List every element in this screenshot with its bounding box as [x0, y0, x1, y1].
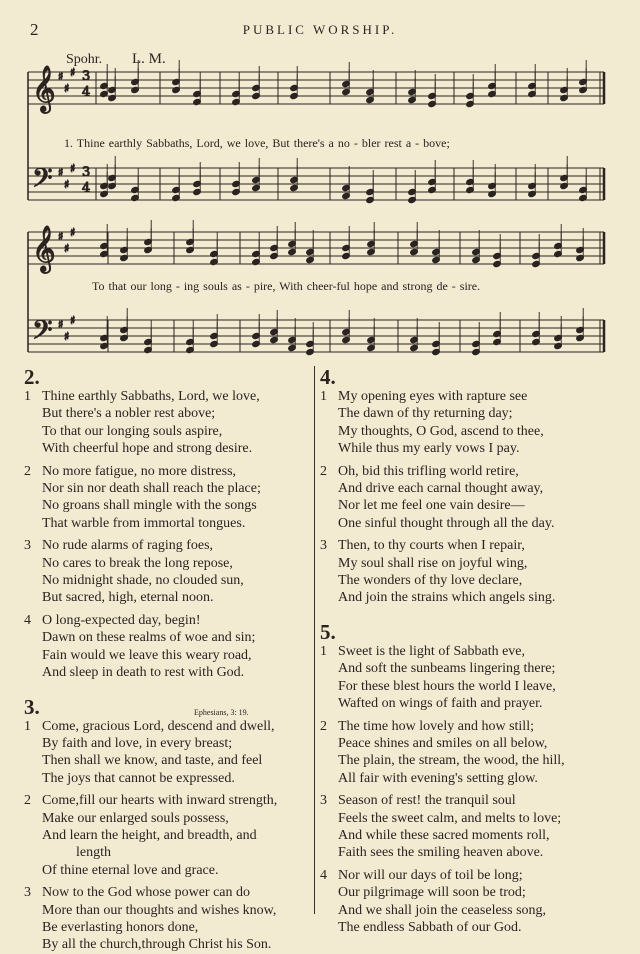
score-lyric-line-2: To that our long - ing souls as - pire, With cheer-ful hope and strong de - sire. [92, 279, 481, 293]
verse-line [320, 718, 620, 735]
verse-text: The dawn of thy returning day; [338, 406, 513, 422]
verse-number: 3 [320, 793, 327, 809]
verse-text: By all the church,through Christ his Son. [42, 937, 272, 953]
verse-number: 2 [24, 793, 31, 809]
verse-text: Then shall we know, and taste, and feel [42, 753, 263, 769]
verse-line [320, 423, 620, 440]
sharp-sign: ♯ [64, 178, 70, 191]
sharp-sign: ♯ [58, 166, 64, 179]
sharp-sign: ♯ [70, 226, 76, 239]
verse-number: 2 [320, 463, 327, 479]
verse-line [24, 902, 310, 919]
verse-text: Fain would we leave this weary road, [42, 647, 252, 663]
hymn-number: 3. [24, 694, 40, 719]
verse [24, 884, 310, 954]
verse-text: Then, to thy courts when I repair, [338, 538, 525, 554]
verse-text: All fair with evening's setting glow. [338, 770, 538, 786]
verse-text: And soft the sunbeams lingering there; [338, 661, 556, 677]
hymn-number: 4. [320, 365, 336, 389]
verse-text: For these blest hours the world I leave, [338, 678, 556, 694]
verse-line [24, 936, 310, 953]
verse-text: Oh, bid this trifling world retire, [338, 463, 519, 479]
verse [320, 388, 620, 458]
music-score [0, 0, 640, 360]
verse-line [24, 862, 310, 879]
sharp-sign: ♯ [58, 318, 64, 331]
sharp-sign: ♯ [70, 314, 76, 327]
verse-line [320, 844, 620, 861]
hymn-3 [24, 718, 310, 954]
score-lyric-line-1: 1. Thine earthly Sabbaths, Lord, we love, But there's a no - bler rest a - bove; [64, 136, 450, 150]
verse-text: Come, gracious Lord, descend and dwell, [42, 718, 275, 734]
verse-number: 2 [320, 718, 327, 734]
verse-line [320, 440, 620, 457]
verse-text: O long-expected day, begin! [42, 612, 201, 628]
verse-line [24, 388, 310, 405]
verse-line [320, 735, 620, 752]
verse-text: Nor let me feel one vain desire— [338, 498, 525, 514]
time-signature: 3 [82, 165, 91, 180]
verse-text: Come,fill our hearts with inward strength, [42, 793, 278, 809]
verse-text: While thus my early vows I pay. [338, 441, 520, 457]
verse-text: Of thine eternal love and grace. [42, 862, 219, 878]
verse-line [24, 463, 310, 480]
sharp-sign: ♯ [58, 230, 64, 243]
verse-text: But there's a nobler rest above; [42, 406, 216, 422]
verse-text: Faith sees the smiling heaven above. [338, 845, 544, 861]
verse-line [320, 660, 620, 677]
verse-line [320, 792, 620, 809]
verse-line [320, 463, 620, 480]
verse-number: 3 [24, 538, 31, 554]
verse-text: Be everlasting honors done, [42, 919, 199, 935]
verse-line [24, 589, 310, 606]
verse [320, 463, 620, 533]
verse-text: That warble from immortal tongues. [42, 515, 246, 531]
verse [24, 388, 310, 458]
verse-text: And join the strains which angels sing. [338, 590, 556, 606]
verse-line [24, 647, 310, 664]
verse-text: Now to the God whose power can do [42, 885, 251, 901]
verse [320, 718, 620, 788]
verse-line [320, 515, 620, 532]
verse [320, 643, 620, 713]
sharp-sign: ♯ [64, 330, 70, 343]
running-title: PUBLIC WORSHIP. [242, 22, 398, 37]
time-signature: 3 [82, 69, 91, 84]
verse-line [320, 678, 620, 695]
verse-number: 1 [24, 718, 31, 734]
verse-text: And drive each carnal thought away, [338, 481, 544, 497]
verse-text: And sleep in death to rest with God. [42, 665, 245, 681]
verse-number: 2 [24, 463, 31, 479]
verse [24, 463, 310, 533]
page-number: 2 [30, 20, 39, 39]
verse-line [24, 555, 310, 572]
verse-line [320, 537, 620, 554]
verse-text: And while these sacred moments roll, [338, 827, 550, 843]
hymn-number: 5. [320, 619, 336, 644]
verse-line [24, 497, 310, 514]
verse-text: Peace shines and smiles on all below, [338, 735, 548, 751]
verse-text: The time how lovely and how still; [338, 718, 534, 734]
verse-line [320, 919, 620, 936]
scripture-reference: Ephesians, 3: 19. [194, 707, 249, 717]
verse-line [24, 572, 310, 589]
verse-text: But sacred, high, eternal noon. [42, 590, 214, 606]
tune-meter: L. M. [132, 51, 166, 67]
verse-line [24, 827, 310, 844]
verse-number: 3 [320, 538, 327, 554]
verse-line [320, 643, 620, 660]
verse-text: Nor will our days of toil be long; [338, 867, 523, 883]
verse-line [320, 589, 620, 606]
hymn-5 [320, 643, 620, 937]
verse-number: 1 [24, 389, 31, 404]
bass-clef: 𝄢 [32, 162, 53, 200]
verse [24, 612, 310, 682]
left-column [24, 366, 310, 954]
verse [24, 792, 310, 879]
verse-text: Dawn on these realms of woe and sin; [42, 630, 256, 646]
verse-line [24, 480, 310, 497]
verse-line [24, 844, 310, 861]
sharp-sign: ♯ [58, 70, 64, 83]
verse-line [24, 884, 310, 901]
verse-text: My opening eyes with rapture see [338, 389, 528, 404]
verse-line [320, 555, 620, 572]
column-divider [314, 366, 315, 914]
hymn-4 [320, 388, 620, 607]
verse [320, 867, 620, 937]
time-signature: 4 [82, 181, 91, 196]
verse-line [24, 537, 310, 554]
verse-number: 4 [24, 612, 31, 628]
verse-text: One sinful thought through all the day. [338, 515, 555, 531]
verse-line [320, 810, 620, 827]
verse-line [320, 752, 620, 769]
verse-line [320, 480, 620, 497]
verse-text: And we shall join the ceaseless song, [338, 902, 547, 918]
verse [320, 792, 620, 862]
verse [320, 537, 620, 607]
verse-line [320, 497, 620, 514]
verse-text: Season of rest! the tranquil soul [338, 793, 516, 809]
verse-line [320, 827, 620, 844]
verse-text: And learn the height, and breadth, and [42, 827, 257, 843]
verse-line [320, 770, 620, 787]
verse-line [24, 810, 310, 827]
verse-line [24, 752, 310, 769]
verse-text: Feels the sweet calm, and melts to love; [338, 810, 562, 826]
verse-line [320, 695, 620, 712]
bass-clef: 𝄢 [32, 314, 53, 352]
hymn-number: 2. [24, 365, 40, 389]
verse-line [24, 629, 310, 646]
verse-line [24, 792, 310, 809]
tune-name: Spohr. [66, 52, 103, 67]
verse-line [24, 919, 310, 936]
verse-text: My thoughts, O God, ascend to thee, [338, 423, 544, 439]
verse-text: My soul shall rise on joyful wing, [338, 555, 528, 571]
verse-text: Thine earthly Sabbaths, Lord, we love, [42, 389, 260, 404]
sharp-sign: ♯ [64, 82, 70, 95]
verse-line [24, 612, 310, 629]
treble-clef: 𝄞 [32, 226, 56, 272]
verse-text: More than our thoughts and wishes know, [42, 902, 277, 918]
verse-text: Wafted on wings of faith and prayer. [338, 696, 543, 712]
verse-text: To that our longing souls aspire, [42, 423, 223, 439]
verse-line [320, 405, 620, 422]
verse-number: 1 [320, 389, 327, 404]
verse-line [24, 440, 310, 457]
verse-line [320, 867, 620, 884]
verse-text: No midnight shade, no clouded sun, [42, 573, 244, 589]
verse-text: The wonders of thy love declare, [338, 573, 523, 589]
verse-text: No groans shall mingle with the songs [42, 498, 257, 514]
sharp-sign: ♯ [70, 162, 76, 175]
verse-text: The joys that cannot be expressed. [42, 770, 235, 786]
hymn-2 [24, 388, 310, 682]
verse-line [320, 572, 620, 589]
verse-line [320, 388, 620, 405]
verse-text: Make our enlarged souls possess, [42, 810, 229, 826]
verse-line [24, 718, 310, 735]
verse-line [24, 664, 310, 681]
verse [24, 718, 310, 788]
verse-text: Sweet is the light of Sabbath eve, [338, 643, 526, 659]
verse-text: No rude alarms of raging foes, [42, 538, 214, 554]
verse-number: 1 [320, 643, 327, 659]
verse-text: Nor sin nor death shall reach the place; [42, 481, 261, 497]
sharp-sign: ♯ [70, 66, 76, 79]
verse-line [24, 735, 310, 752]
time-signature: 4 [82, 85, 91, 100]
verse-line [320, 902, 620, 919]
verse-text: The plain, the stream, the wood, the hill, [338, 753, 565, 769]
verse-line [24, 770, 310, 787]
sharp-sign: ♯ [64, 242, 70, 255]
verse-line [24, 423, 310, 440]
verse-text: No more fatigue, no more distress, [42, 463, 237, 479]
verse-number: 4 [320, 867, 327, 883]
verse-text: By faith and love, in every breast; [42, 735, 233, 751]
verse-text: The endless Sabbath of our God. [338, 919, 522, 935]
verse-text: Our pilgrimage will soon be trod; [338, 885, 526, 901]
verse-line [24, 515, 310, 532]
verse-text: length [76, 845, 111, 861]
verse-number: 3 [24, 885, 31, 901]
verse-text: No cares to break the long repose, [42, 555, 233, 571]
right-column [320, 366, 620, 936]
verse-line [24, 405, 310, 422]
verse-text: With cheerful hope and strong desire. [42, 441, 253, 457]
verse-line [320, 884, 620, 901]
treble-clef: 𝄞 [32, 66, 56, 112]
verse [24, 537, 310, 607]
